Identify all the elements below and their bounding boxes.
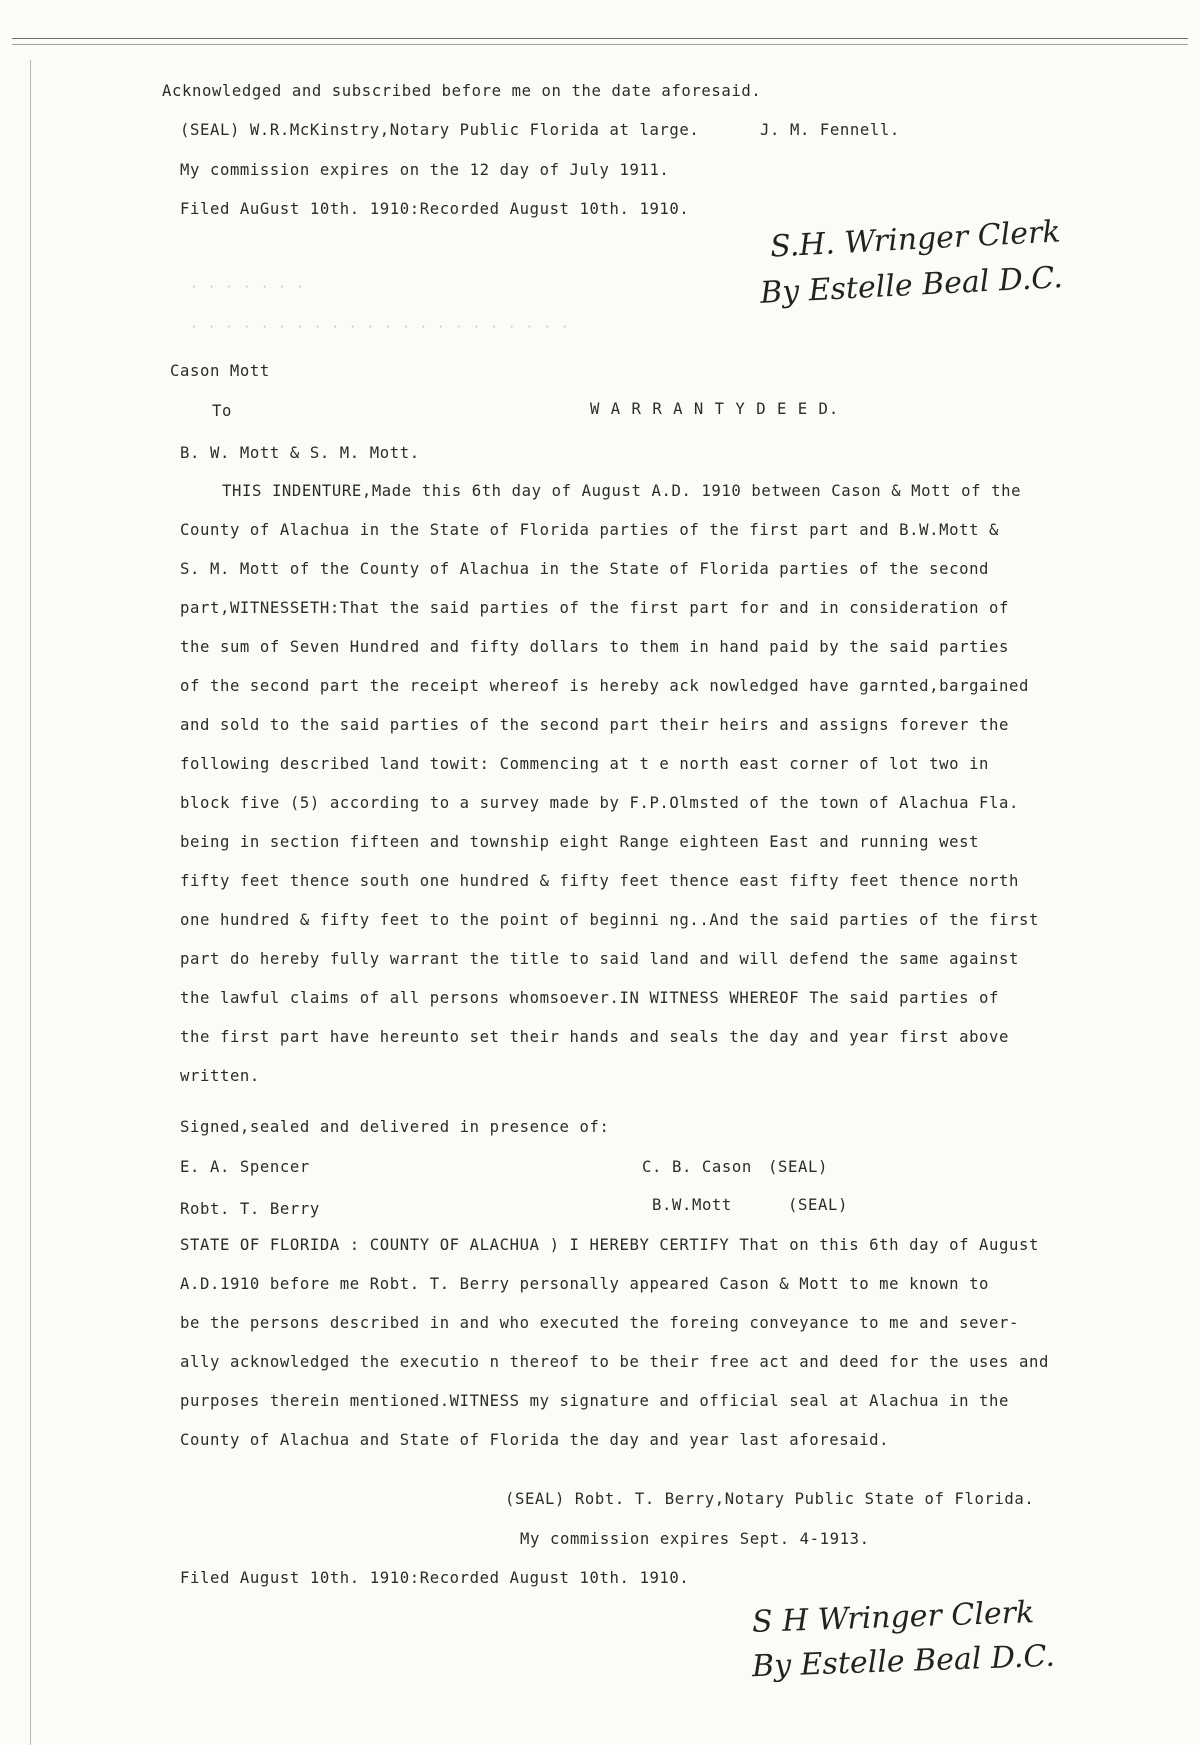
certificate-line: purposes therein mentioned.WITNESS my signature and official seal at Alachua in the — [180, 1392, 1010, 1410]
indenture-line: part do hereby fully warrant the title to said land and will defend the same against — [180, 950, 1020, 968]
indenture-line: following described land towit: Commencing at t e north east corner of lot two in — [180, 755, 990, 773]
certificate-line: ally acknowledged the executio n thereof to be their free act and deed for the uses and — [180, 1353, 1049, 1371]
indenture-line: the lawful claims of all persons whomsoever.IN WITNESS WHEREOF The said parties of — [180, 989, 1000, 1007]
certificate-line: County of Alachua and State of Florida the day and year last aforesaid. — [180, 1431, 890, 1449]
closing-filed-line: Filed August 10th. 1910:Recorded August 10th. 1910. — [180, 1569, 690, 1587]
closing-notary-seal: (SEAL) Robt. T. Berry,Notary Public State of Florida. — [505, 1490, 1035, 1508]
indenture-line: THIS INDENTURE,Made this 6th day of August A.D. 1910 between Cason & Mott of the — [222, 482, 1022, 500]
notary-seal-line: (SEAL) W.R.McKinstry,Notary Public Florida at large. — [180, 121, 700, 139]
indenture-line: the sum of Seven Hundred and fifty dollars to them in hand paid by the said parties — [180, 638, 1010, 656]
indenture-line: the first part have hereunto set their hands and seals the day and year first above — [180, 1028, 1010, 1046]
commission-line: My commission expires on the 12 day of July 1911. — [180, 161, 670, 179]
grantor-name: Cason Mott — [170, 362, 270, 380]
seal-2: (SEAL) — [788, 1196, 848, 1214]
fennell-name: J. M. Fennell. — [760, 121, 900, 139]
certificate-line: A.D.1910 before me Robt. T. Berry personally appeared Cason & Mott to me known to — [180, 1275, 990, 1293]
indenture-line: part,WITNESSETH:That the said parties of the first part for and in consideration of — [180, 599, 1010, 617]
document-title: W A R R A N T Y D E E D. — [590, 400, 840, 418]
grantee-names: B. W. Mott & S. M. Mott. — [180, 444, 420, 462]
seal-1: (SEAL) — [768, 1158, 828, 1176]
acknowledgement-line: Acknowledged and subscribed before me on the date aforesaid. — [162, 82, 762, 100]
left-margin-edge — [30, 60, 31, 1745]
indenture-line: one hundred & fifty feet to the point of beginni ng..And the said parties of the first — [180, 911, 1039, 929]
indenture-line: being in section fifteen and township eight Range eighteen East and running west — [180, 833, 980, 851]
signed-line: Signed,sealed and delivered in presence of: — [180, 1118, 610, 1136]
indenture-line: and sold to the said parties of the second part their heirs and assigns forever the — [180, 716, 1010, 734]
deputy-signature-top: By Estelle Beal D.C. — [759, 260, 1064, 311]
indenture-line: fifty feet thence south one hundred & fifty feet thence east fifty feet thence north — [180, 872, 1020, 890]
bleed-through-text: · · · · · · · — [190, 280, 305, 295]
signer-1: C. B. Cason — [642, 1158, 752, 1176]
top-rule-2 — [12, 44, 1188, 45]
filed-line: Filed AuGust 10th. 1910:Recorded August 10th. 1910. — [180, 200, 690, 218]
clerk-signature-top: S.H. Wringer Clerk — [769, 214, 1062, 265]
bleed-through-text-2: · · · · · · · · · · · · · · · · · · · · · · — [190, 320, 570, 335]
indenture-line: block five (5) according to a survey made by F.P.Olmsted of the town of Alachua Fla. — [180, 794, 1020, 812]
indenture-line: County of Alachua in the State of Florida parties of the first part and B.W.Mott & — [180, 521, 1000, 539]
indenture-line: of the second part the receipt whereof is hereby ack nowledged have garnted,bargained — [180, 677, 1029, 695]
clerk-signature-bottom: S H Wringer Clerk — [751, 1595, 1035, 1640]
witness-2: Robt. T. Berry — [180, 1200, 320, 1218]
indenture-line: S. M. Mott of the County of Alachua in the State of Florida parties of the second — [180, 560, 990, 578]
certificate-line: be the persons described in and who executed the foreing conveyance to me and sever- — [180, 1314, 1020, 1332]
closing-commission: My commission expires Sept. 4-1913. — [520, 1530, 870, 1548]
witness-1: E. A. Spencer — [180, 1158, 310, 1176]
deputy-signature-bottom: By Estelle Beal D.C. — [751, 1638, 1056, 1685]
top-rule — [12, 38, 1188, 39]
signer-2: B.W.Mott — [652, 1196, 732, 1214]
indenture-line: written. — [180, 1067, 260, 1085]
to-label: To — [212, 402, 232, 420]
certificate-line: STATE OF FLORIDA : COUNTY OF ALACHUA ) I HEREBY CERTIFY That on this 6th day of August — [180, 1236, 1039, 1254]
